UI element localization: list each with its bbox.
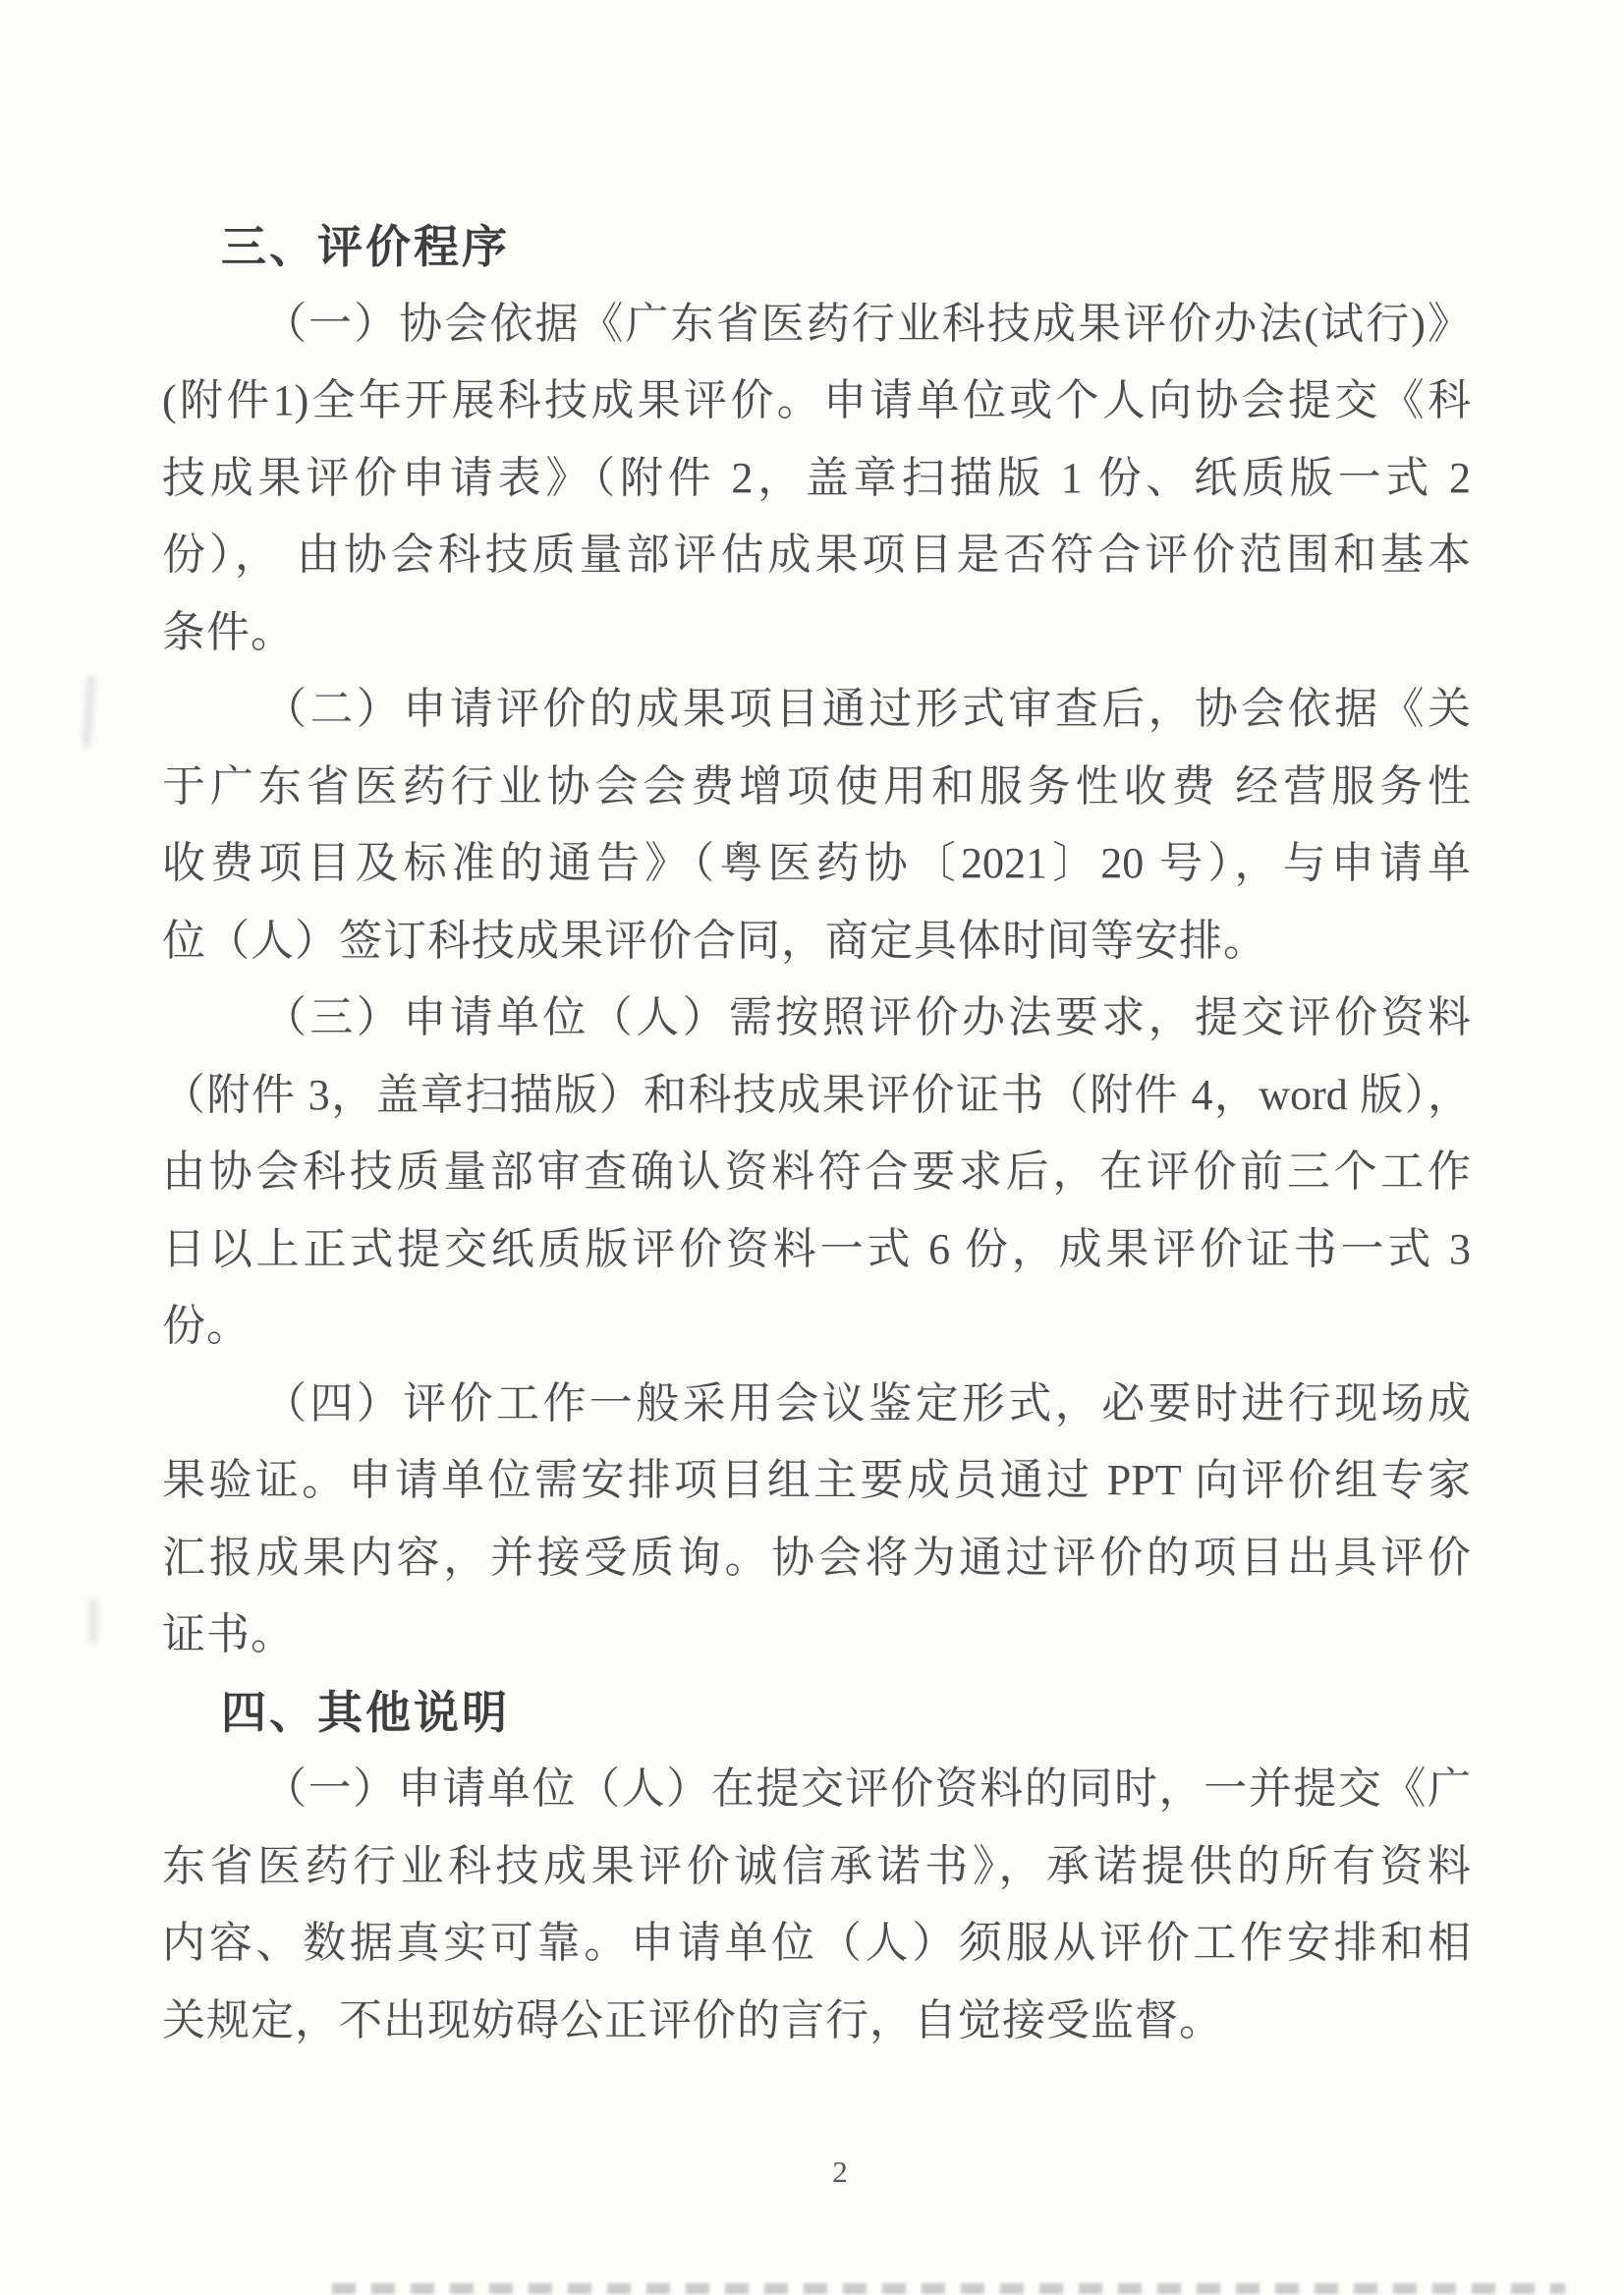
text-line: 于广东省医药行业协会会费增项使用和服务性收费 经营服务性 (162, 761, 1471, 811)
page-number: 2 (832, 2155, 848, 2189)
text-line: 收费项目及标准的通告》（粤医药协〔2021〕20 号），与申请单 (162, 839, 1471, 887)
section-heading: 四、其他说明 (221, 1686, 510, 1738)
scan-bleed-through (332, 2283, 1565, 2294)
text-line: （二）申请评价的成果项目通过形式审查后，协会依据《关 (263, 685, 1471, 733)
text-line: 技成果评价申请表》（附件 2，盖章扫描版 1 份、纸质版一式 2 (162, 453, 1471, 502)
text-line: 由协会科技质量部审查确认资料符合要求后，在评价前三个工作 (162, 1148, 1471, 1196)
text-line: 位（人）签订科技成果评价合同，商定具体时间等安排。 (162, 916, 1267, 965)
text-line: 关规定，不出现妨碍公正评价的言行，自觉接受监督。 (162, 1995, 1223, 2044)
text-line: （附件 3，盖章扫描版）和科技成果评价证书（附件 4，word 版）， (162, 1070, 1471, 1119)
text-line: 条件。 (162, 607, 295, 656)
section-heading: 三、评价程序 (221, 221, 510, 272)
text-line: 汇报成果内容，并接受质询。协会将为通过评价的项目出具评价 (162, 1533, 1471, 1582)
text-line: 东省医药行业科技成果评价诚信承诺书》，承诺提供的所有资料 (162, 1841, 1471, 1890)
text-line: （四）评价工作一般采用会议鉴定形式，必要时进行现场成 (263, 1378, 1471, 1427)
text-line: （一）协会依据《广东省医药行业科技成果评价办法(试行)》 (263, 299, 1471, 348)
text-line: 份）， 由协会科技质量部评估成果项目是否符合评价范围和基本 (162, 531, 1471, 579)
scan-artifact (82, 676, 95, 747)
text-line: (附件1)全年开展科技成果评价。申请单位或个人向协会提交《科 (162, 376, 1471, 424)
document-body (162, 208, 1471, 2059)
text-line: （三）申请单位（人）需按照评价办法要求，提交评价资料 (263, 993, 1471, 1041)
text-line: 日以上正式提交纸质版评价资料一式 6 份，成果评价证书一式 3 (162, 1224, 1471, 1273)
text-line: 份。 (162, 1302, 251, 1350)
text-line: （一）申请单位（人）在提交评价资料的同时，一并提交《广 (263, 1764, 1471, 1813)
scan-artifact (88, 1599, 98, 1643)
text-line: 证书。 (162, 1610, 295, 1658)
text-line: 内容、数据真实可靠。申请单位（人）须服从评价工作安排和相 (162, 1919, 1471, 1967)
text-line: 果验证。申请单位需安排项目组主要成员通过 PPT 向评价组专家 (162, 1456, 1471, 1504)
